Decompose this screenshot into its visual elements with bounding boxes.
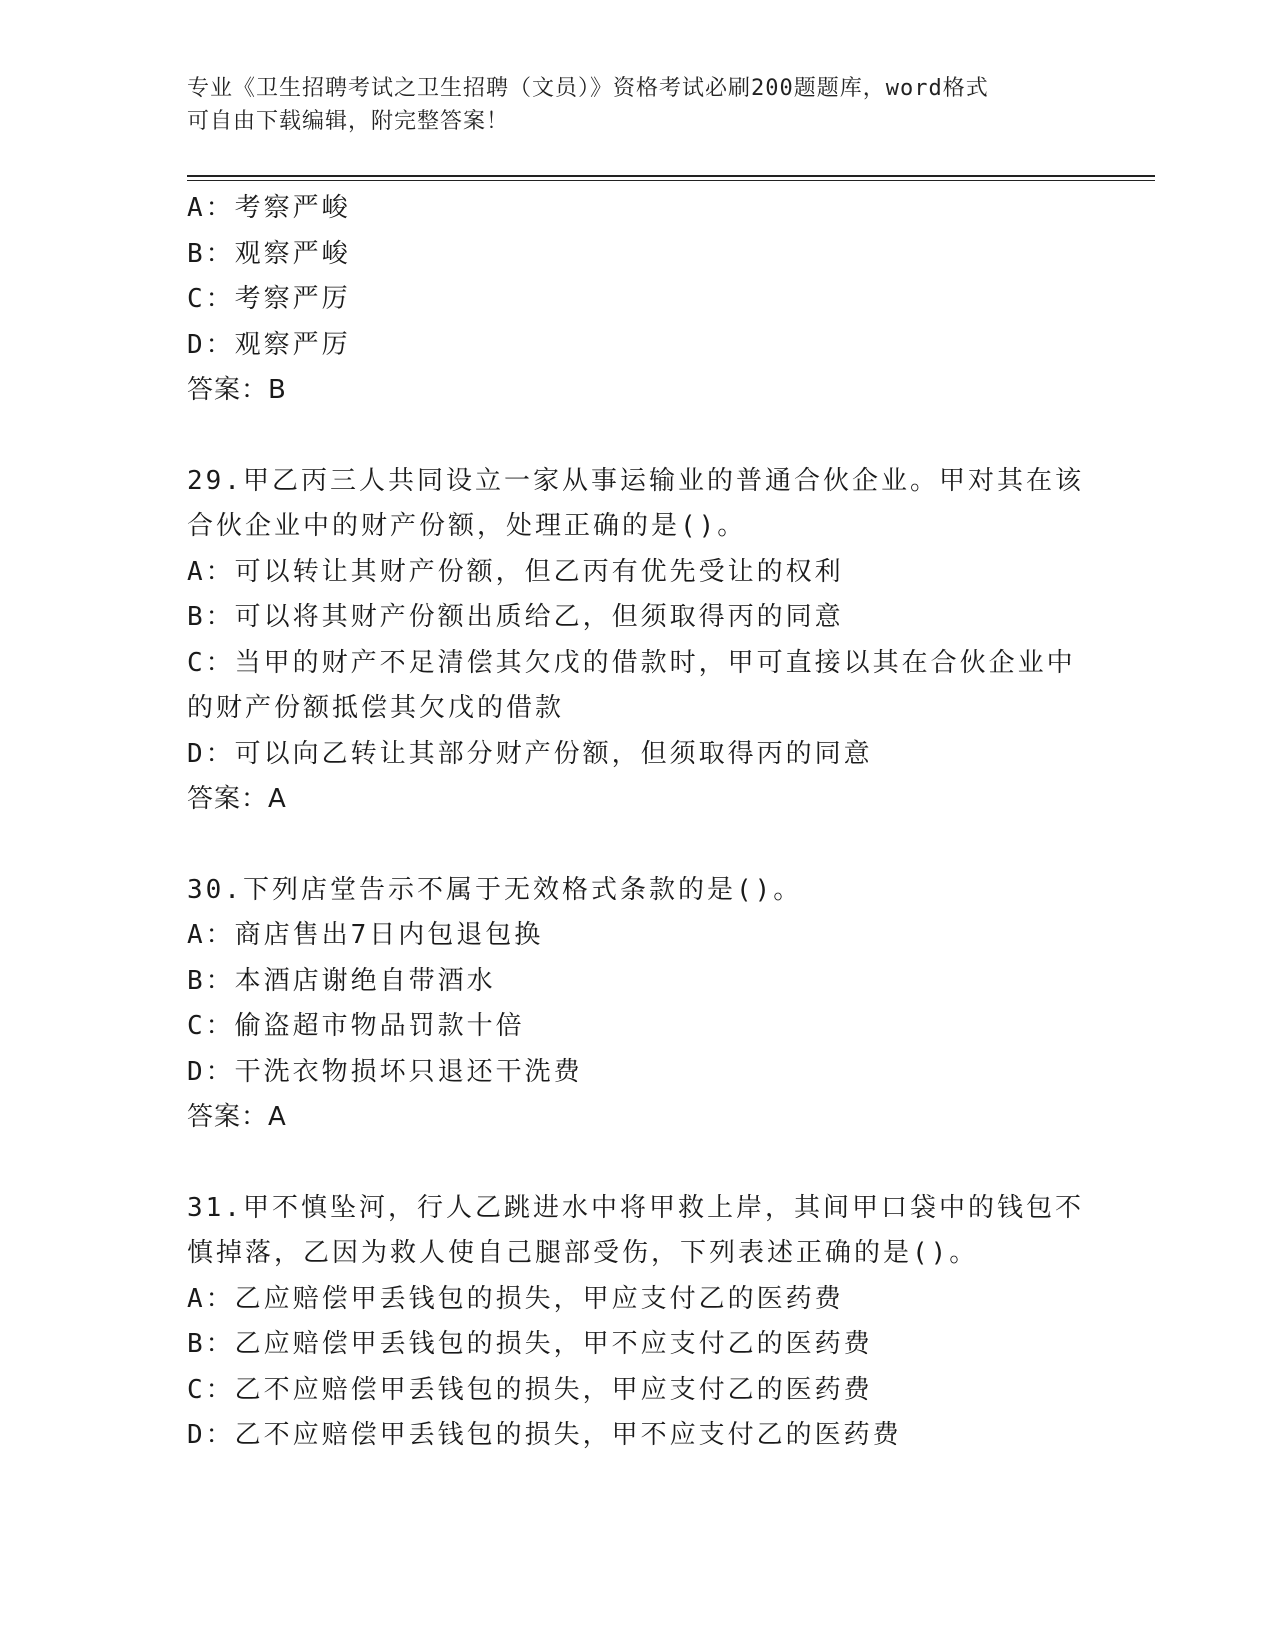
option-a: A：商店售出7日内包退包换	[187, 920, 544, 950]
question-stem-line-2: 合伙企业中的财产份额，处理正确的是()。	[187, 511, 747, 541]
option-c: C：考察严厉	[187, 284, 351, 314]
question-30	[187, 868, 1087, 1141]
header-title-line-1: 专业《卫生招聘考试之卫生招聘（文员）》资格考试必刷200题题库，word格式	[187, 76, 989, 101]
option-a: A：考察严峻	[187, 193, 351, 223]
option-d: D：可以向乙转让其部分财产份额，但须取得丙的同意	[187, 738, 873, 769]
option-c: C：偷盗超市物品罚款十倍	[187, 1011, 525, 1041]
question-stem-line-1: 31.甲不慎坠河，行人乙跳进水中将甲救上岸，其间甲口袋中的钱包不	[187, 1192, 1084, 1223]
option-c: C：当甲的财产不足清偿其欠戊的借款时，甲可直接以其在合伙企业中	[187, 647, 1076, 678]
page-header	[187, 72, 1087, 138]
option-d: D：乙不应赔偿甲丢钱包的损失，甲不应支付乙的医药费	[187, 1420, 902, 1450]
option-c: C：乙不应赔偿甲丢钱包的损失，甲应支付乙的医药费	[187, 1374, 873, 1405]
answer-line: 答案：A	[187, 1102, 287, 1132]
question-31	[187, 1186, 1087, 1459]
answer-line: 答案：A	[187, 784, 287, 814]
option-b: B：观察严峻	[187, 238, 351, 269]
question-28-continued	[187, 186, 1087, 414]
option-a: A：可以转让其财产份额，但乙丙有优先受让的权利	[187, 556, 844, 587]
option-a: A：乙应赔偿甲丢钱包的损失，甲应支付乙的医药费	[187, 1283, 844, 1314]
option-c-continued: 的财产份额抵偿其欠戊的借款	[187, 693, 565, 723]
header-divider	[187, 175, 1155, 181]
option-b: B：可以将其财产份额出质给乙，但须取得丙的同意	[187, 602, 844, 632]
option-d: D：观察严厉	[187, 329, 351, 360]
header-title-line-2: 可自由下载编辑，附完整答案！	[187, 109, 510, 134]
option-b: B：本酒店谢绝自带酒水	[187, 965, 496, 996]
answer-line: 答案：B	[187, 375, 287, 405]
option-b: B：乙应赔偿甲丢钱包的损失，甲不应支付乙的医药费	[187, 1329, 873, 1359]
question-stem-line-1: 30.下列店堂告示不属于无效格式条款的是()。	[187, 874, 803, 905]
question-stem-line-2: 慎掉落，乙因为救人使自己腿部受伤，下列表述正确的是()。	[187, 1238, 979, 1268]
option-d: D：干洗衣物损坏只退还干洗费	[187, 1056, 583, 1087]
question-stem-line-1: 29.甲乙丙三人共同设立一家从事运输业的普通合伙企业。甲对其在该	[187, 465, 1084, 496]
question-list	[187, 186, 1087, 1459]
question-29	[187, 459, 1087, 823]
